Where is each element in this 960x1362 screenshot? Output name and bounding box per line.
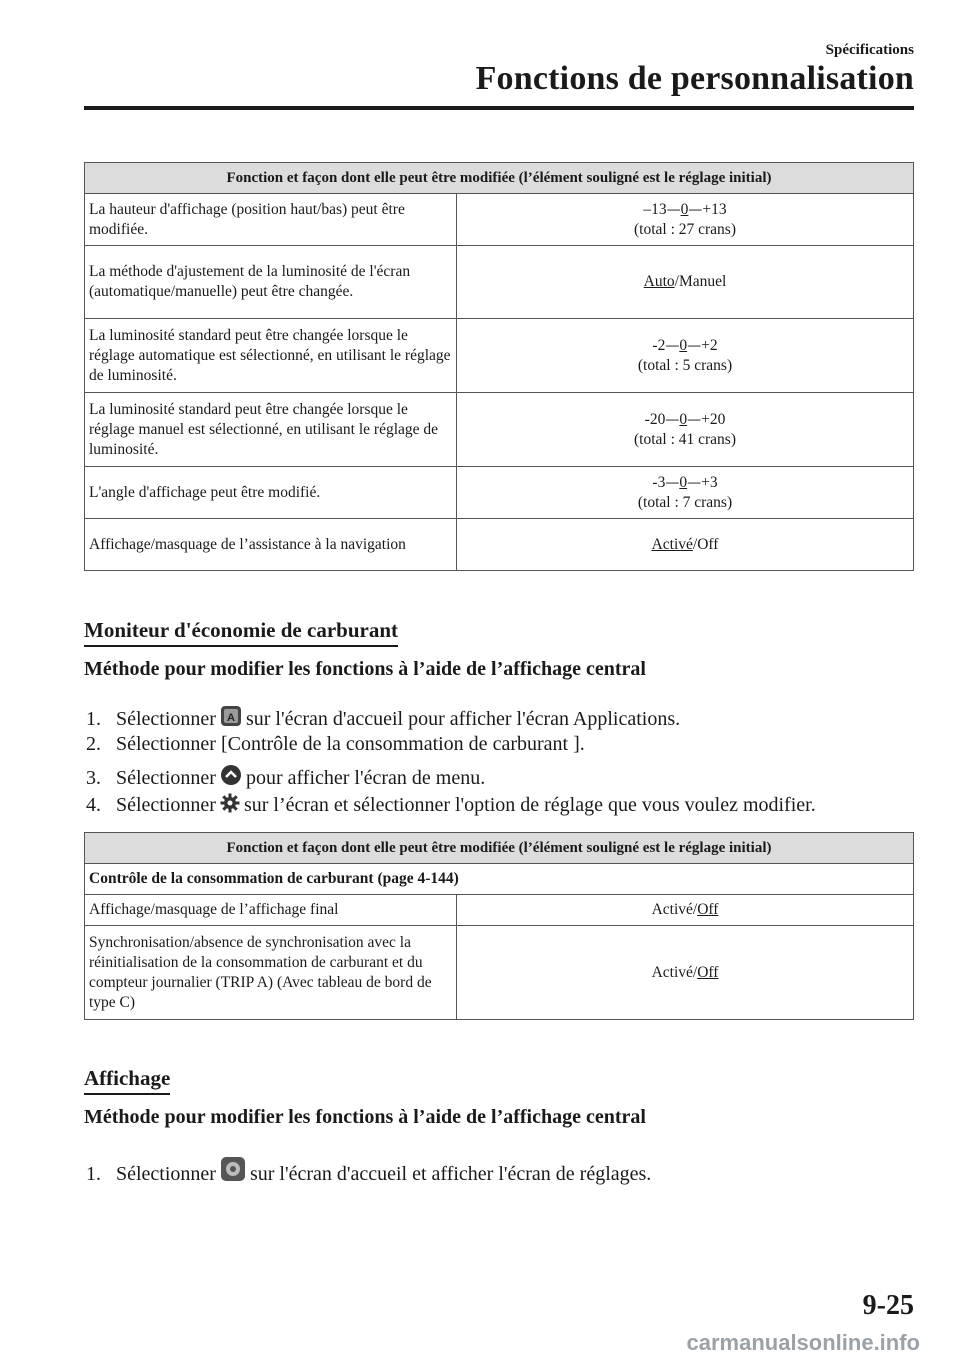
- row-description: La luminosité standard peut être changée lorsque le réglage automatique est sélectionné, en utilisant le réglage de luminosité.: [85, 319, 457, 393]
- page-title: Fonctions de personnalisation: [475, 60, 914, 97]
- header-rule: [84, 106, 914, 110]
- row-value: -3—0—+3 (total : 7 crans): [457, 467, 914, 519]
- row-description: Affichage/masquage de l’assistance à la navigation: [85, 519, 457, 571]
- table-row: [85, 519, 914, 571]
- svg-text:A: A: [226, 712, 235, 724]
- section-subtitle: Méthode pour modifier les fonctions à l’aide de l’affichage central: [84, 1106, 646, 1128]
- table-header: Fonction et façon dont elle peut être modifiée (l’élément souligné est le réglage initial): [85, 833, 914, 864]
- table-row: [85, 194, 914, 246]
- table-row: [85, 864, 914, 895]
- section-label: Spécifications: [825, 42, 914, 58]
- table-row: [85, 319, 914, 393]
- step-item: 1. Sélectionner A sur l'écran d'accueil pour afficher l'écran Applications.: [86, 705, 680, 733]
- table-row: [85, 895, 914, 926]
- settings-table-display: [84, 162, 914, 571]
- row-value: Activé/Off: [457, 519, 914, 571]
- section-title-fuel-economy: Moniteur d'économie de carburant: [84, 618, 398, 647]
- row-description: L'angle d'affichage peut être modifié.: [85, 467, 457, 519]
- row-value: -20—0—+20 (total : 41 crans): [457, 393, 914, 467]
- step-item: 2. Sélectionner [Contrôle de la consommation de carburant ].: [86, 733, 585, 755]
- settings-table-fuel-economy: [84, 832, 914, 1020]
- row-description: Affichage/masquage de l’affichage final: [85, 895, 457, 926]
- table-row: [85, 393, 914, 467]
- table-row: [85, 926, 914, 1020]
- row-value: Auto/Manuel: [457, 246, 914, 319]
- table-row: [85, 246, 914, 319]
- step-item: 1. Sélectionner sur l'écran d'accueil et afficher l'écran de réglages.: [86, 1156, 651, 1188]
- row-description: La méthode d'ajustement de la luminosité de l'écran (automatique/manuelle) peut être changée.: [85, 246, 457, 319]
- applications-icon: [220, 705, 242, 733]
- gear-icon: [220, 793, 240, 819]
- step-item: 4. Sélectionner sur l’écran et sélectionner l'option de réglage que vous voulez modifier.: [86, 793, 816, 819]
- row-description: La hauteur d'affichage (position haut/bas) peut être modifiée.: [85, 194, 457, 246]
- section-title-display: Affichage: [84, 1066, 170, 1095]
- page-number: 9-25: [862, 1290, 914, 1321]
- row-value: –13—0—+13 (total : 27 crans): [457, 194, 914, 246]
- row-description: Synchronisation/absence de synchronisation avec la réinitialisation de la consommation de carburant et du compteur journalier (TRIP A) (Avec tableau de bord de type C): [85, 926, 457, 1020]
- watermark: carmanualsonline.info: [686, 1330, 920, 1355]
- row-description: La luminosité standard peut être changée lorsque le réglage manuel est sélectionné, en utilisant le réglage de luminosité.: [85, 393, 457, 467]
- section-subtitle: Méthode pour modifier les fonctions à l’aide de l’affichage central: [84, 658, 646, 680]
- table-group-label: Contrôle de la consommation de carburant (page 4-144): [85, 864, 914, 895]
- menu-up-icon: [220, 764, 242, 792]
- table-row: [85, 467, 914, 519]
- table-header: Fonction et façon dont elle peut être modifiée (l’élément souligné est le réglage initial): [85, 163, 914, 194]
- row-value: -2—0—+2 (total : 5 crans): [457, 319, 914, 393]
- step-item: 3. Sélectionner pour afficher l'écran de menu.: [86, 764, 485, 792]
- row-value: Activé/Off: [457, 895, 914, 926]
- settings-icon: [220, 1156, 246, 1188]
- row-value: Activé/Off: [457, 926, 914, 1020]
